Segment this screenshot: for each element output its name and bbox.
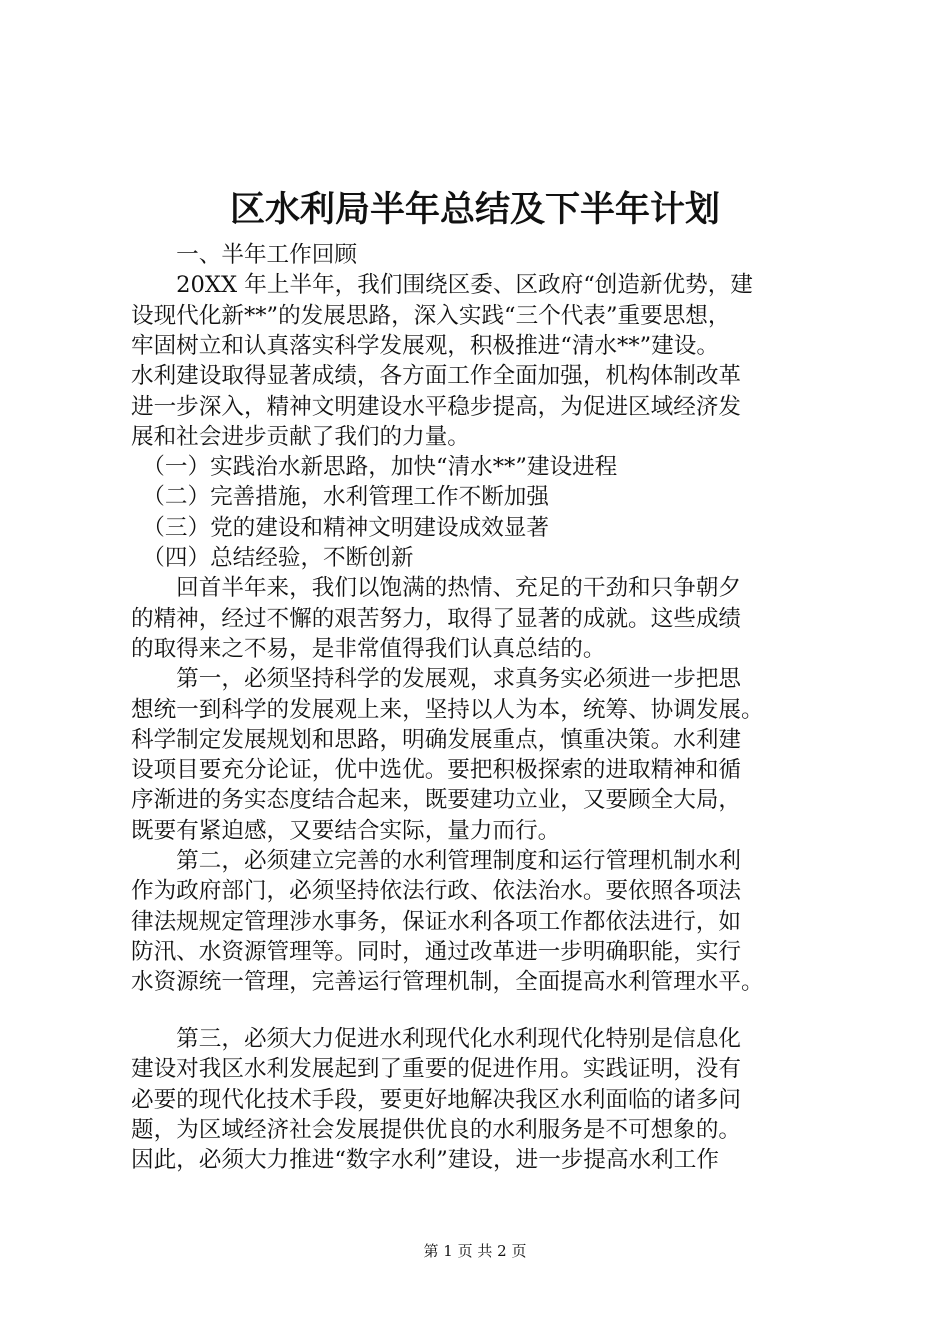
text-line: 牢固树立和认真落实科学发展观，积极推进“清水**”建设。 — [131, 332, 719, 359]
text-line: 既要有紧迫感，又要结合实际，量力而行。 — [131, 817, 561, 844]
text-line: （一）实践治水新思路，加快“清水**”建设进程 — [131, 454, 618, 481]
text-line: 作为政府部门，必须坚持依法行政、依法治水。要依照各项法 — [131, 878, 742, 905]
text-line: 必要的现代化技术手段，要更好地解决我区水利面临的诸多问 — [131, 1086, 742, 1113]
text-line: 第二，必须建立完善的水利管理制度和运行管理机制水利 — [131, 848, 742, 874]
text-line: 的取得来之不易，是非常值得我们认真总结的。 — [131, 635, 606, 662]
text-line: 第一，必须坚持科学的发展观，求真务实必须进一步把思 — [131, 666, 742, 693]
document-title: 区水利局半年总结及下半年计划 — [229, 190, 720, 230]
text-line: 想统一到科学的发展观上来，坚持以人为本，统筹、协调发展。 — [131, 696, 764, 723]
text-line: 序渐进的务实态度结合起来，既要建功立业，又要顾全大局， — [131, 787, 742, 814]
text-line: 律法规规定管理涉水事务，保证水利各项工作都依法进行，如 — [131, 908, 742, 935]
text-line: 设现代化新**”的发展思路，深入实践“三个代表”重要思想， — [131, 302, 731, 329]
text-line: 题，为区域经济社会发展提供优良的水利服务是不可想象的。 — [131, 1116, 742, 1143]
text-line: 水利建设取得显著成绩，各方面工作全面加强，机构体制改革 — [131, 363, 742, 390]
text-line: （二）完善措施，水利管理工作不断加强 — [131, 484, 549, 511]
text-line: 的精神，经过不懈的艰苦努力，取得了显著的成就。这些成绩 — [131, 605, 742, 632]
text-line: 回首半年来，我们以饱满的热情、充足的干劲和只争朝夕 — [131, 575, 742, 602]
text-line: 科学制定发展规划和思路，明确发展重点，慎重决策。水利建 — [131, 726, 742, 753]
text-line: 防汛、水资源管理等。同时，通过改革进一步明确职能，实行 — [131, 938, 742, 965]
text-line: 进一步深入，精神文明建设水平稳步提高，为促进区域经济发 — [131, 393, 742, 420]
text-line: 因此，必须大力推进“数字水利”建设，进一步提高水利工作 — [131, 1147, 719, 1174]
text-line: 第三，必须大力促进水利现代化水利现代化特别是信息化 — [131, 1026, 742, 1052]
text-line: 建设对我区水利发展起到了重要的促进作用。实践证明，没有 — [131, 1056, 742, 1083]
text-line: 20XX 年上半年，我们围绕区委、区政府“创造新优势，建 — [131, 272, 753, 299]
text-line: 展和社会进步贡献了我们的力量。 — [131, 423, 470, 450]
text-line: （三）党的建设和精神文明建设成效显著 — [131, 514, 549, 541]
text-line: 水资源统一管理，完善运行管理机制，全面提高水利管理水平。 — [131, 969, 764, 996]
text-line: 一、半年工作回顾 — [131, 242, 357, 268]
page-footer: 第 1 页 共 2 页 — [423, 1242, 527, 1260]
text-line: 设项目要充分论证，优中选优。要把积极探索的进取精神和循 — [131, 757, 742, 784]
text-line: （四）总结经验，不断创新 — [131, 545, 414, 571]
